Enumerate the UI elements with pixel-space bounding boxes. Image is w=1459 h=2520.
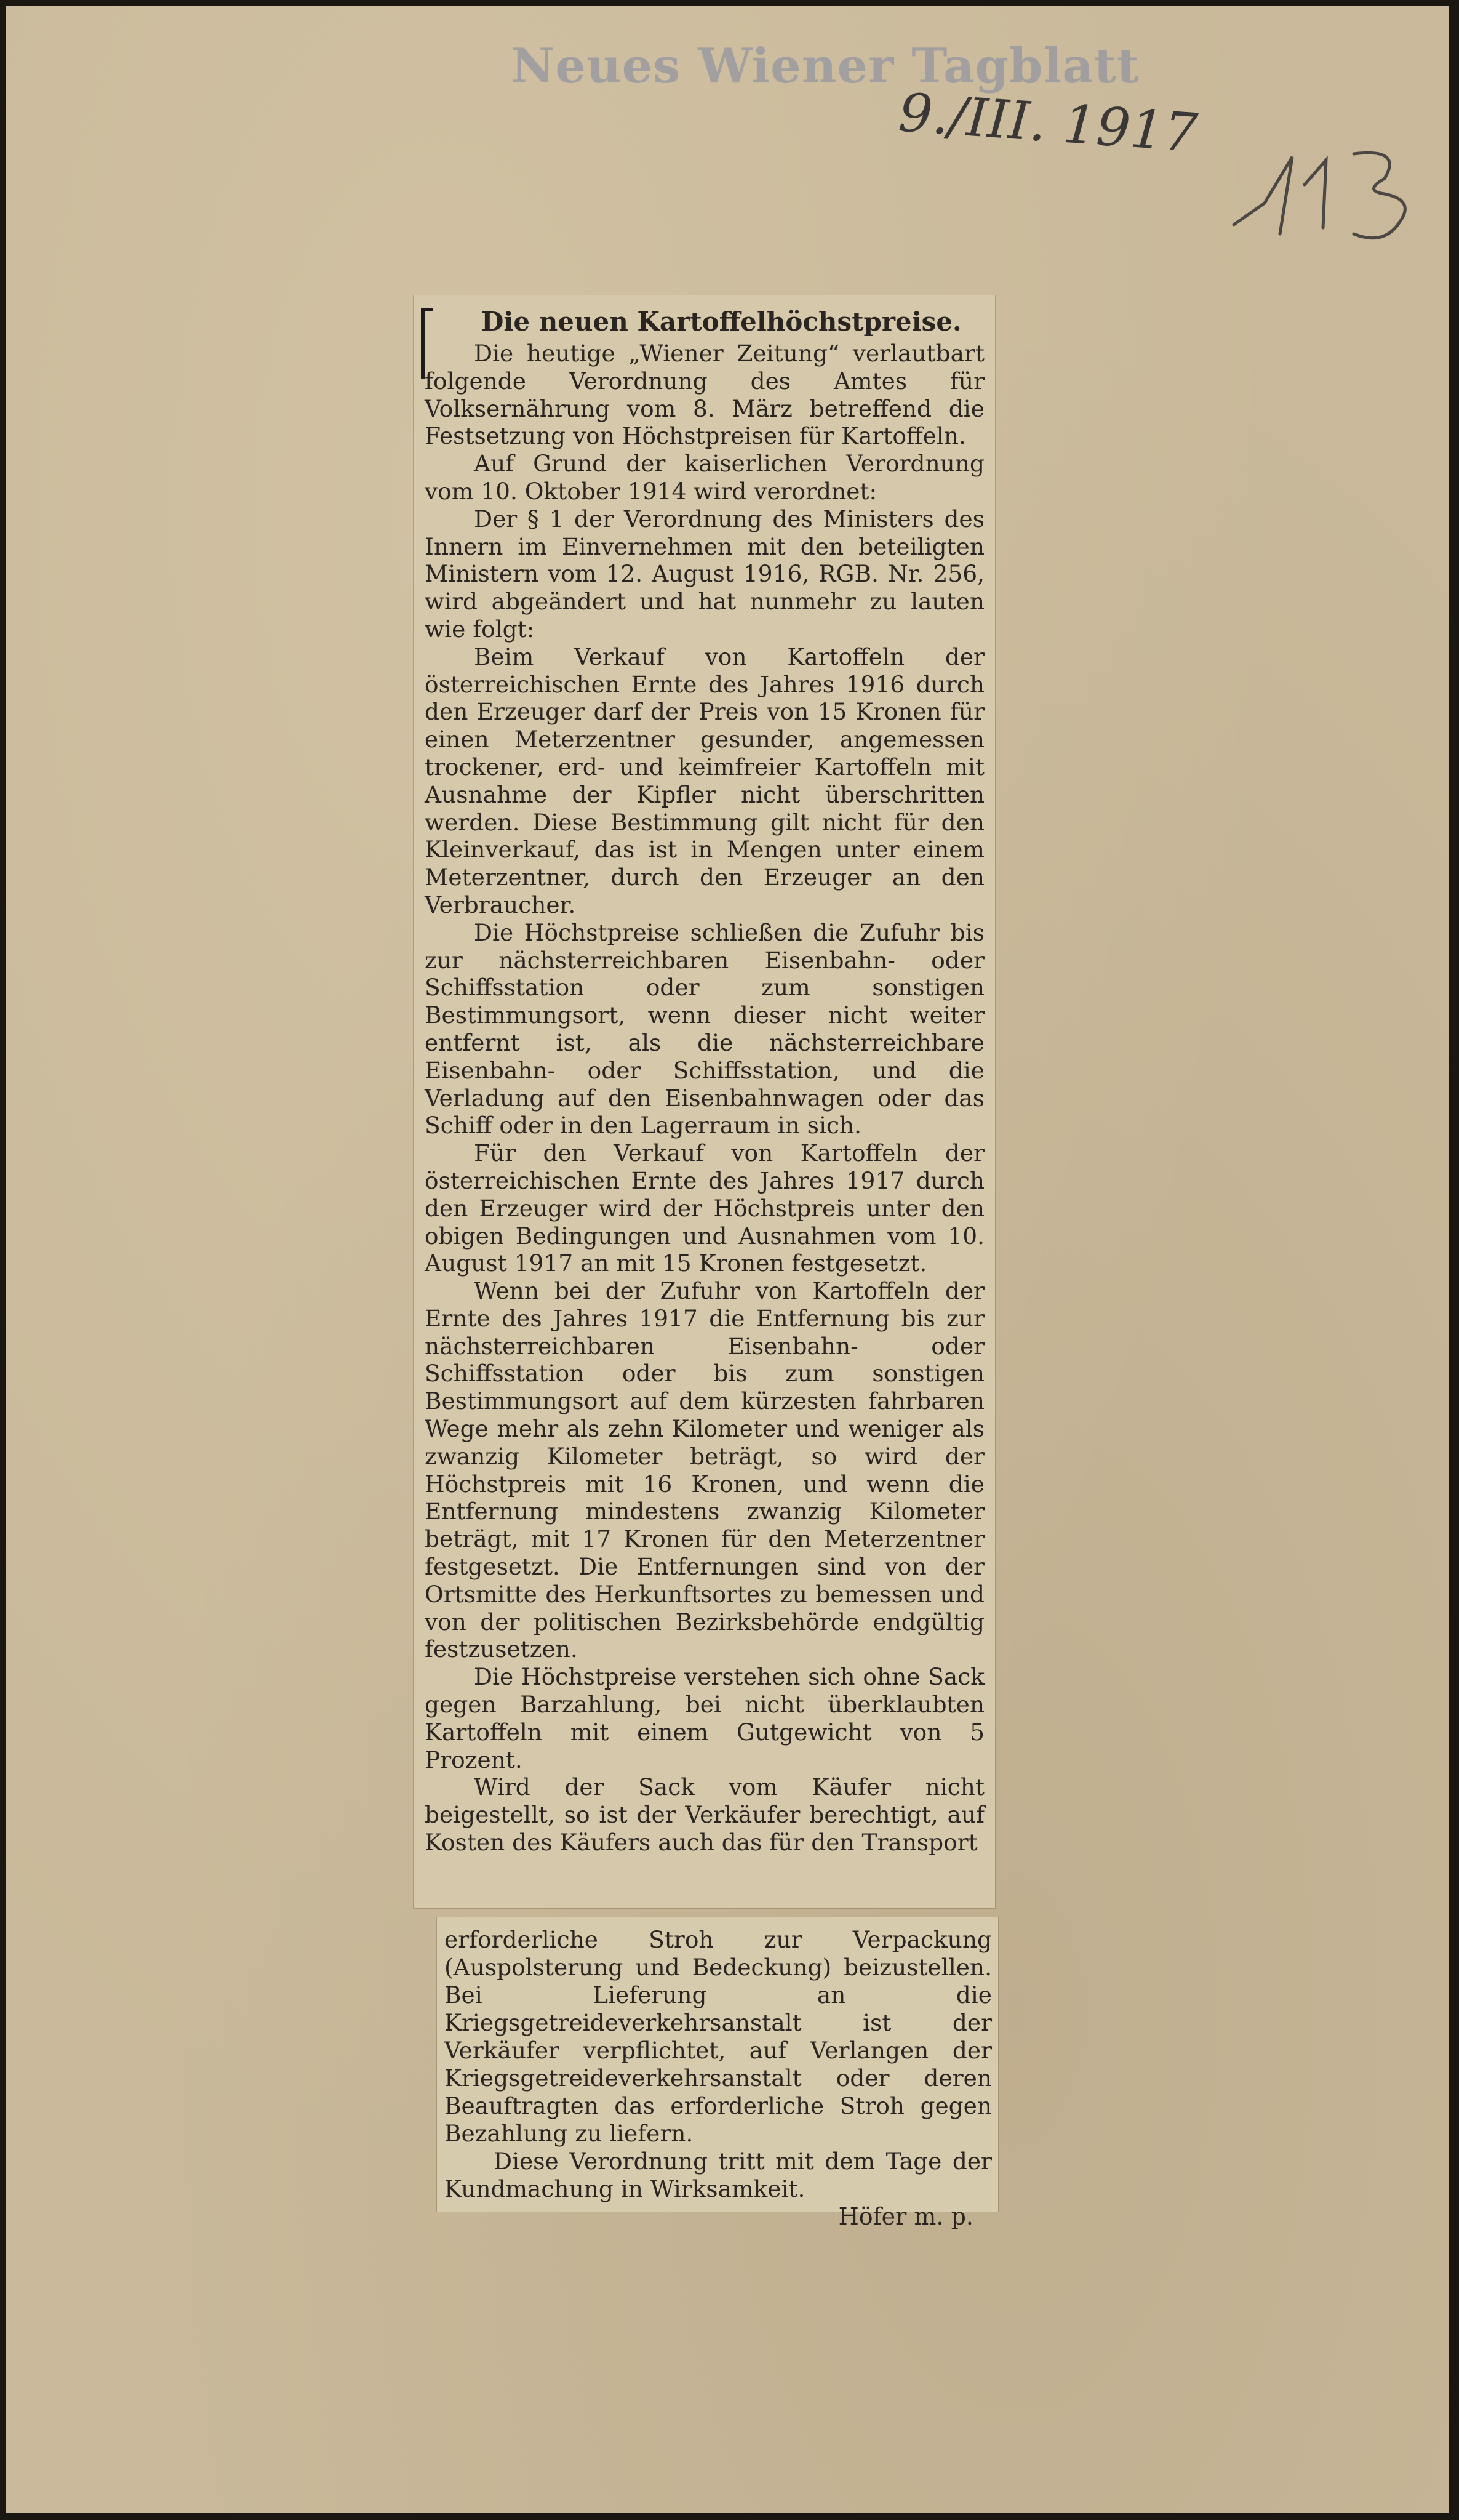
paragraph: Diese Verordnung tritt mit dem Tage der Kundmachung in Wirksamkeit. xyxy=(444,2148,992,2202)
article-headline: Die neuen Kartoffelhöchstpreise. xyxy=(481,307,962,337)
article-body-part2 xyxy=(444,1926,992,2231)
paragraph: erforderliche Stroh zur Verpackung (Auspolsterung und Bedeckung) beizustellen. Bei Lieferung an die Kriegsgetreideverkehrsanstalt ist der Verkäufer verpflichtet, auf Verlangen der Kriegsgetreideverkehrsanstalt oder deren Beauftragten das erforderliche Stroh gegen Bezahlung zu liefern. xyxy=(444,1926,992,2147)
paragraph: Auf Grund der kaiserlichen Verordnung vom 10. Oktober 1914 wird verordnet: xyxy=(425,450,985,505)
handwritten-page-number xyxy=(1231,142,1428,252)
paragraph: Die Höchstpreise schließen die Zufuhr bis zur nächsterreichbaren Eisenbahn- oder Schiffsstation oder zum sonstigen Bestimmungsort, wenn dieser nicht weiter entfernt ist, als die nächsterreichbare Eisenbahn- oder Schiffsstation, und die Verladung auf den Eisenbahnwagen oder das Schiff oder in den Lagerraum in sich. xyxy=(425,918,985,1139)
clipping-main xyxy=(414,295,995,1908)
paragraph: Der § 1 der Verordnung des Ministers des Innern im Einvernehmen mit den beteiligten Ministern vom 12. August 1916, RGB. Nr. 256, wird abgeändert und hat nunmehr zu lauten wie folgt: xyxy=(425,505,985,643)
newspaper-stamp: Neues Wiener Tagblatt xyxy=(511,38,1140,94)
paragraph: Beim Verkauf von Kartoffeln der österreichischen Ernte des Jahres 1916 durch den Erzeuger darf der Preis von 15 Kronen für einen Meterzentner gesunder, angemessen trockener, erd- und keimfreier Kartoffeln mit Ausnahme der Kipfler nicht überschritten werden. Diese Bestimmung gilt nicht für den Kleinverkauf, das ist in Mengen unter einem Meterzentner, durch den Erzeuger an den Verbraucher. xyxy=(425,643,985,918)
paragraph: Wird der Sack vom Käufer nicht beigestellt, so ist der Verkäufer berechtigt, auf Kosten des Käufers auch das für den Transport xyxy=(425,1773,985,1856)
handwritten-date: 9./III. 1917 xyxy=(897,82,1200,164)
paragraph: Die heutige „Wiener Zeitung“ verlautbart folgende Verordnung des Amtes für Volksernährung vom 8. März betreffend die Festsetzung von Höchstpreisen für Kartoffeln. xyxy=(425,340,985,450)
paragraph: Für den Verkauf von Kartoffeln der österreichischen Ernte des Jahres 1917 durch den Erzeuger wird der Höchstpreis unter den obigen Bedingungen und Ausnahmen vom 10. August 1917 an mit 15 Kronen festgesetzt. xyxy=(425,1139,985,1277)
clipping-continuation xyxy=(437,1917,998,2230)
signature: Höfer m. p. xyxy=(838,2203,973,2230)
paragraph: Die Höchstpreise verstehen sich ohne Sack gegen Barzahlung, bei nicht überklaubten Kartoffeln mit einem Gutgewicht von 5 Prozent. xyxy=(425,1663,985,1773)
paragraph: Wenn bei der Zufuhr von Kartoffeln der Ernte des Jahres 1917 die Entfernung bis zur nächsterreichbaren Eisenbahn- oder Schiffsstation oder bis zum sonstigen Bestimmungsort auf dem kürzesten fahrbaren Wege mehr als zehn Kilometer und weniger als zwanzig Kilometer beträgt, so wird der Höchstpreis mit 16 Kronen, und wenn die Entfernung mindestens zwanzig Kilometer beträgt, mit 17 Kronen für den Meterzentner festgesetzt. Die Entfernungen sind von der Ortsmitte des Herkunftsortes zu bemessen und von der politischen Bezirksbehörde endgültig festzusetzen. xyxy=(425,1277,985,1663)
archive-sheet xyxy=(6,6,1449,2513)
article-body-part1 xyxy=(425,340,985,1856)
